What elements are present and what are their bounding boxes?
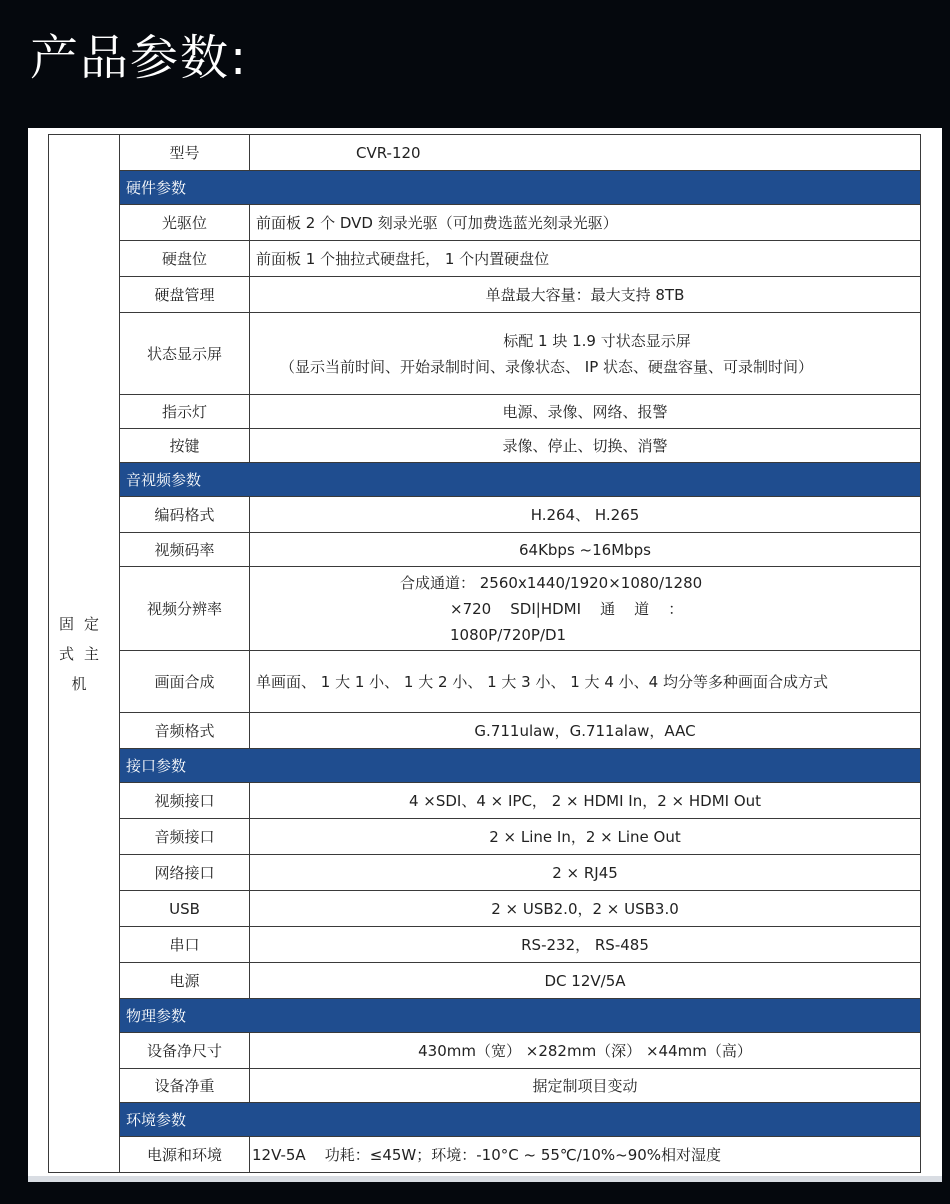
row-value: 64Kbps ~16Mbps xyxy=(250,533,921,567)
table-row xyxy=(49,241,921,277)
row-value: 单画面、 1 大 1 小、 1 大 2 小、 1 大 3 小、 1 大 4 小、4 均分等多种画面合成方式 xyxy=(250,651,921,713)
section-header-physical xyxy=(49,999,921,1033)
row-value: 前面板 2 个 DVD 刻录光驱（可加费选蓝光刻录光驱） xyxy=(250,205,921,241)
resolution-line2: ×720 SDI|HDMI 通 道 ： xyxy=(450,599,684,618)
row-value: G.711ulaw，G.711alaw，AAC xyxy=(250,713,921,749)
row-label: 画面合成 xyxy=(120,651,250,713)
status-display-line2: （显示当前时间、开始录制时间、录像状态、 IP 状态、硬盘容量、可录制时间） xyxy=(280,357,814,376)
table-row xyxy=(49,713,921,749)
table-row xyxy=(49,429,921,463)
table-row xyxy=(49,1069,921,1103)
row-label: 音频格式 xyxy=(120,713,250,749)
status-display-line1: 标配 1 块 1.9 寸状态显示屏 xyxy=(503,331,691,350)
section-header-environment xyxy=(49,1103,921,1137)
table-row xyxy=(49,963,921,999)
page-title: 产品参数: xyxy=(30,30,249,86)
section-header-hardware xyxy=(49,171,921,205)
row-label: 电源和环境 xyxy=(120,1137,250,1173)
section-title-environment: 环境参数 xyxy=(120,1103,921,1137)
table-row xyxy=(49,497,921,533)
row-label: 编码格式 xyxy=(120,497,250,533)
section-title-av: 音视频参数 xyxy=(120,463,921,497)
row-value: 单盘最大容量：最大支持 8TB xyxy=(250,277,921,313)
table-row xyxy=(49,927,921,963)
row-label: 硬盘管理 xyxy=(120,277,250,313)
spec-sheet xyxy=(28,128,942,1180)
model-value: CVR-120 xyxy=(356,143,421,162)
resolution-line1: 合成通道： 2560x1440/1920×1080/1280 xyxy=(400,573,703,592)
row-value: 2 × RJ45 xyxy=(250,855,921,891)
side-label-cell xyxy=(49,135,120,1173)
table-row xyxy=(49,277,921,313)
section-title-physical: 物理参数 xyxy=(120,999,921,1033)
row-label: 视频分辨率 xyxy=(120,567,250,651)
table-row-model xyxy=(49,135,921,171)
row-value: 据定制项目变动 xyxy=(250,1069,921,1103)
table-row xyxy=(49,855,921,891)
table-row xyxy=(49,891,921,927)
row-label: 设备净尺寸 xyxy=(120,1033,250,1069)
row-label: 视频码率 xyxy=(120,533,250,567)
sheet-edge xyxy=(28,1176,942,1182)
table-row xyxy=(49,819,921,855)
row-label: 状态显示屏 xyxy=(120,313,250,395)
row-value: 电源、录像、网络、报警 xyxy=(250,395,921,429)
row-label: 设备净重 xyxy=(120,1069,250,1103)
table-row xyxy=(49,313,921,395)
side-label: 固定式主机 xyxy=(58,614,109,693)
section-header-av xyxy=(49,463,921,497)
resolution-line3: 1080P/720P/D1 xyxy=(450,625,567,644)
row-value: DC 12V/5A xyxy=(250,963,921,999)
row-label: 网络接口 xyxy=(120,855,250,891)
row-value: 前面板 1 个抽拉式硬盘托， 1 个内置硬盘位 xyxy=(250,241,921,277)
row-value: 录像、停止、切换、消警 xyxy=(250,429,921,463)
row-value: 2 × USB2.0，2 × USB3.0 xyxy=(250,891,921,927)
row-label: 硬盘位 xyxy=(120,241,250,277)
table-row xyxy=(49,1033,921,1069)
section-title-interface: 接口参数 xyxy=(120,749,921,783)
table-row xyxy=(49,205,921,241)
spec-table xyxy=(48,134,921,1173)
row-label: 视频接口 xyxy=(120,783,250,819)
row-label: 指示灯 xyxy=(120,395,250,429)
row-value xyxy=(250,313,921,395)
row-value: 4 ×SDI、4 × IPC， 2 × HDMI In，2 × HDMI Out xyxy=(250,783,921,819)
row-value xyxy=(250,567,921,651)
row-label: USB xyxy=(120,891,250,927)
table-row xyxy=(49,395,921,429)
row-label: 串口 xyxy=(120,927,250,963)
row-label: 音频接口 xyxy=(120,819,250,855)
table-row xyxy=(49,567,921,651)
row-value-model xyxy=(250,135,921,171)
table-row xyxy=(49,651,921,713)
table-row xyxy=(49,533,921,567)
row-label: 电源 xyxy=(120,963,250,999)
table-row xyxy=(49,1137,921,1173)
row-label-model: 型号 xyxy=(120,135,250,171)
row-value: H.264、 H.265 xyxy=(250,497,921,533)
section-title-hardware: 硬件参数 xyxy=(120,171,921,205)
table-row xyxy=(49,783,921,819)
row-label: 光驱位 xyxy=(120,205,250,241)
row-label: 按键 xyxy=(120,429,250,463)
row-value: 12V-5A 功耗：≤45W；环境：-10°C ~ 55℃/10%~90%相对湿度 xyxy=(250,1137,921,1173)
row-value: 430mm（宽） ×282mm（深） ×44mm（高） xyxy=(250,1033,921,1069)
section-header-interface xyxy=(49,749,921,783)
row-value: 2 × Line In，2 × Line Out xyxy=(250,819,921,855)
row-value: RS-232， RS-485 xyxy=(250,927,921,963)
